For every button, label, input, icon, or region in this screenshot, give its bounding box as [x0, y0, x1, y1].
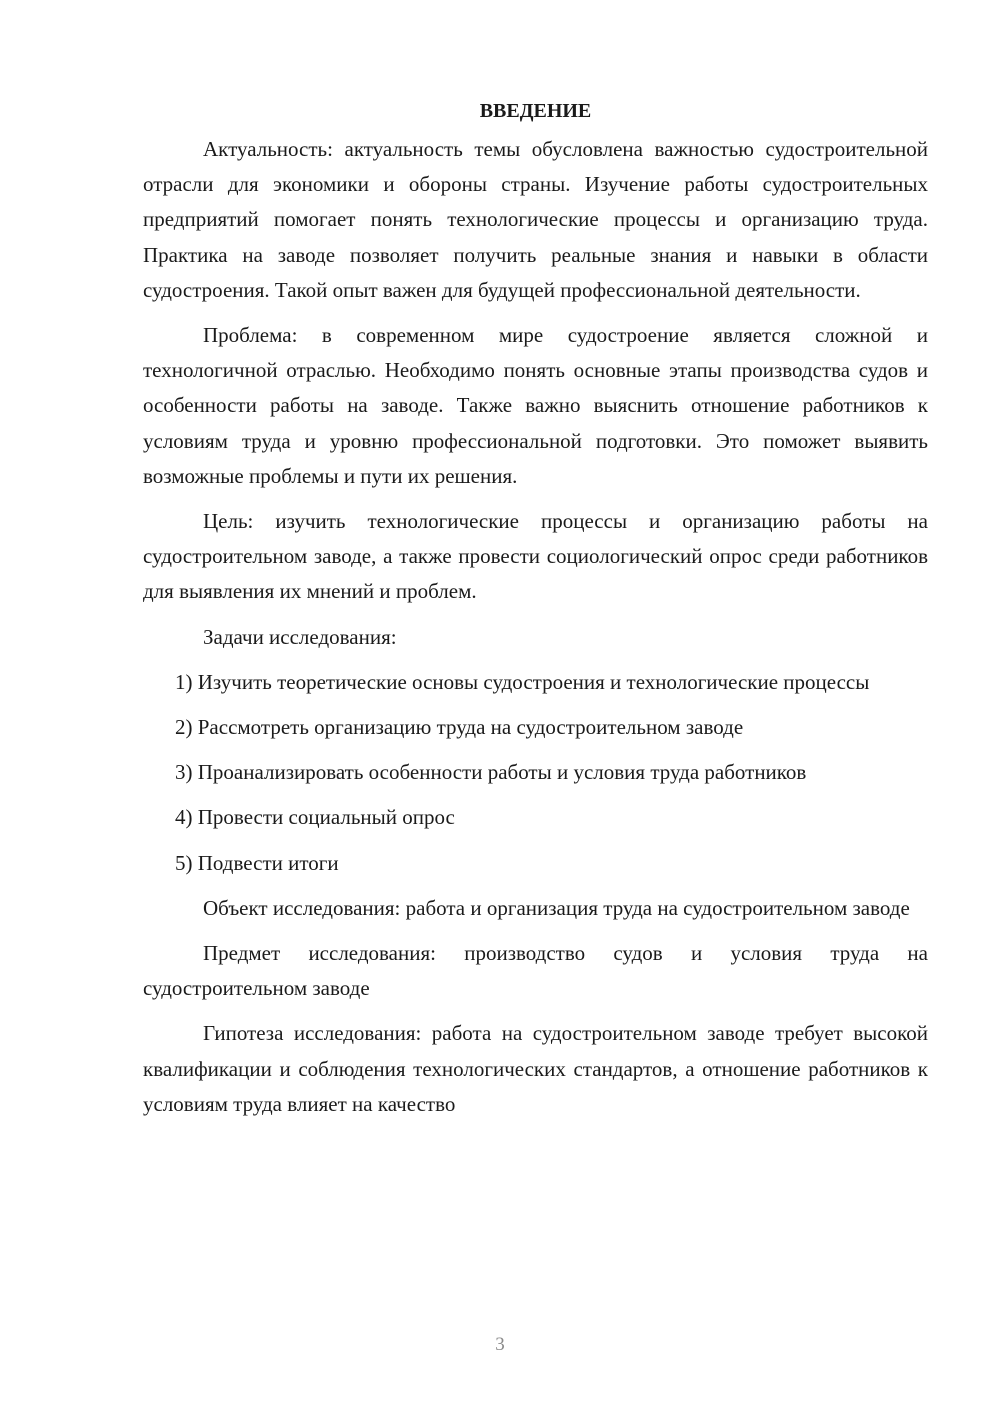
task-item: 3) Проанализировать особенности работы и условия труда работников — [175, 760, 807, 785]
section-title: ВВЕДЕНИЕ — [479, 100, 592, 122]
task-item: 4) Провести социальный опрос — [175, 805, 455, 830]
task-item: 2) Рассмотреть организацию труда на судостроительном заводе — [175, 715, 744, 740]
page-number: 3 — [495, 1334, 505, 1355]
tasks-heading: Задачи исследования: — [203, 624, 397, 649]
paragraph-problem: Проблема: в современном мире судостроение является сложной и технологичной отраслью. Необходимо понять основные этапы производства судов и особенности работы на заводе. Также важно выяснить отношение работников к условиям труда и уровню профессиональной подготовки. Это поможет выявить возможные проблемы и пути их решения. — [143, 323, 928, 488]
paragraph-goal: Цель: изучить технологические процессы и организацию работы на судостроительном заводе, а также провести социологический опрос среди работников для выявления их мнений и проблем. — [143, 509, 928, 604]
paragraph-relevance: Актуальность: актуальность темы обусловлена важностью судостроительной отрасли для экономики и обороны страны. Изучение работы судостроительных предприятий помогает понять технологические процессы и организацию труда. Практика на заводе позволяет получить реальные знания и навыки в области судостроения. Такой опыт важен для будущей профессиональной деятельности. — [143, 137, 928, 302]
paragraph-hypothesis: Гипотеза исследования: работа на судостроительном заводе требует высокой квалификации и соблюдения технологических стандартов, а отношение работников к условиям труда влияет на качество — [143, 1021, 928, 1116]
paragraph-subject: Предмет исследования: производство судов и условия труда на судостроительном заводе — [143, 941, 928, 1001]
task-item: 1) Изучить теоретические основы судостроения и технологические процессы — [175, 669, 870, 694]
task-item: 5) Подвести итоги — [175, 850, 339, 875]
page-content — [143, 94, 928, 1132]
paragraph-object: Объект исследования: работа и организация труда на судостроительном заводе — [203, 895, 910, 920]
